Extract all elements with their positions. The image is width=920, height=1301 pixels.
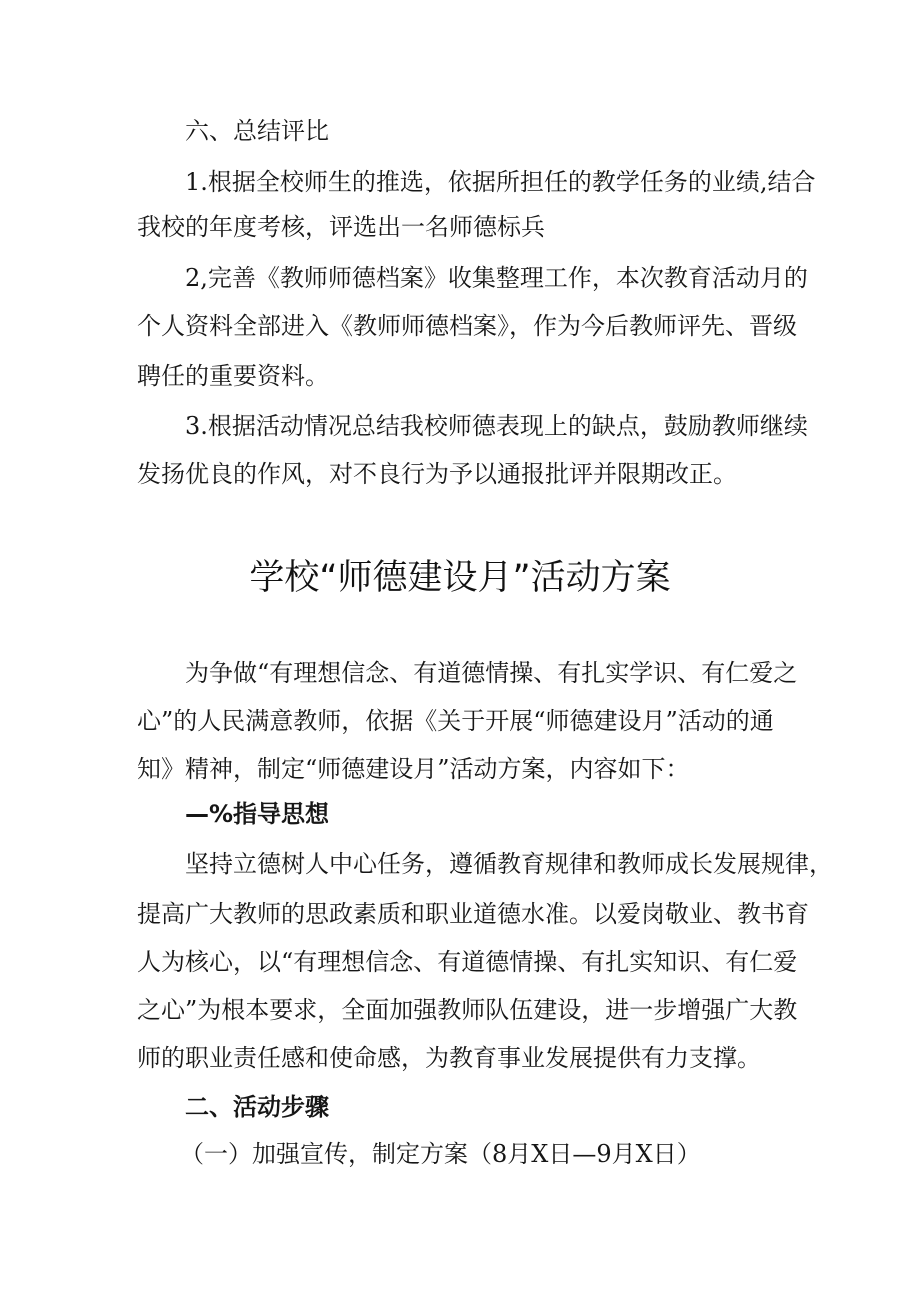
paragraph-line: 发扬优良的作风，对不良行为予以通报批评并限期改正。 [137, 460, 737, 488]
paragraph-line: 师的职业责任感和使命感，为教育事业发展提供有力支撑。 [137, 1044, 761, 1072]
paragraph-line: 个人资料全部进入《教师师德档案》，作为今后教师评先、晋级 [137, 312, 797, 340]
paragraph-line: 聘任的重要资料。 [137, 362, 329, 390]
paragraph-line: 1.根据全校师生的推选，依据所担任的教学任务的业绩,结合 [185, 168, 816, 196]
paragraph-line: 为争做“有理想信念、有道德情操、有扎实学识、有仁爱之 [185, 659, 798, 687]
paragraph-line: 之心”为根本要求，全面加强教师队伍建设，进一步增强广大教 [137, 996, 798, 1024]
paragraph-line: 2,完善《教师师德档案》收集整理工作，本次教育活动月的 [185, 264, 808, 292]
paragraph-line: 知》精神，制定“师德建设月”活动方案，内容如下： [137, 755, 690, 783]
paragraph-line: 我校的年度考核，评选出一名师德标兵 [137, 213, 545, 241]
section-heading-summary: 六、总结评比 [185, 117, 329, 145]
paragraph-line: 坚持立德树人中心任务，遵循教育规律和教师成长发展规律， [185, 850, 833, 878]
paragraph-line: 3.根据活动情况总结我校师德表现上的缺点，鼓励教师继续 [185, 412, 808, 440]
paragraph-line: 提高广大教师的思政素质和职业道德水准。以爱岗敬业、教书育 [137, 900, 809, 928]
paragraph-line: 心”的人民满意教师，依据《关于开展“师德建设月”活动的通 [137, 707, 774, 735]
section-heading-steps: 二、活动步骤 [185, 1093, 329, 1121]
paragraph-line: 人为核心，以“有理想信念、有道德情操、有扎实知识、有仁爱 [137, 948, 798, 976]
subsection-heading: （一）加强宣传，制定方案（8月X日—9月X日） [180, 1140, 701, 1168]
section-heading-guiding: —%指导思想 [185, 800, 330, 828]
document-title: 学校“师德建设月”活动方案 [249, 558, 671, 598]
